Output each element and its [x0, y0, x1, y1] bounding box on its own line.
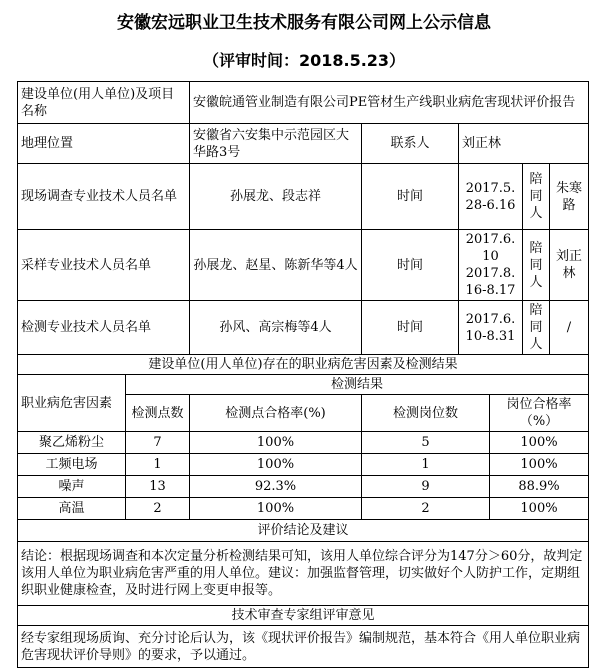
- contact-label: 联系人: [362, 124, 459, 164]
- review-text: 经专家组现场质询、充分讨论后认为，该《现状评价报告》编制规范，基本符合《用人单位职业病危害现状评价导则》的要求，予以通过。: [18, 626, 589, 668]
- testing-accompany-label: 陪同人: [523, 301, 550, 355]
- sampling-staff: 孙展龙、赵星、陈新华等4人: [190, 230, 362, 301]
- factor-name: 工频电场: [18, 454, 126, 476]
- post-rate-value: 100%: [490, 432, 589, 454]
- table-row: [18, 432, 589, 454]
- table-row: [18, 498, 589, 520]
- survey-accompany-label: 陪同人: [523, 164, 550, 230]
- table-row: [18, 454, 589, 476]
- unit-row: [18, 82, 589, 124]
- hazards-section-row: [18, 355, 589, 375]
- factor-header: 职业病危害因素: [18, 375, 126, 432]
- sampling-time-1: 2017.6.10: [465, 232, 516, 264]
- sampling-row: [18, 230, 589, 301]
- points-value: 1: [126, 454, 190, 476]
- point-rate-value: 100%: [190, 454, 362, 476]
- sampling-time-label: 时间: [362, 230, 459, 301]
- column-header: 岗位合格率（%）: [490, 395, 589, 432]
- sampling-accompany: 刘正林: [550, 230, 589, 301]
- testing-time: 2017.6.10-8.31: [459, 301, 523, 355]
- testing-row: [18, 301, 589, 355]
- column-header: 检测岗位数: [362, 395, 490, 432]
- review-title: 技术审查专家组评审意见: [18, 606, 589, 626]
- posts-value: 5: [362, 432, 490, 454]
- testing-label: 检测专业技术人员名单: [18, 301, 190, 355]
- post-rate-value: 88.9%: [490, 476, 589, 498]
- result-header: 检测结果: [126, 375, 589, 395]
- factor-name: 高温: [18, 498, 126, 520]
- contact-value: 刘正林: [459, 124, 589, 164]
- posts-value: 2: [362, 498, 490, 520]
- sampling-time: [459, 230, 523, 301]
- point-rate-value: 92.3%: [190, 476, 362, 498]
- unit-value: 安徽皖通管业制造有限公司PE管材生产线职业病危害现状评价报告: [190, 82, 589, 124]
- review-time: （评审时间：2018.5.23）: [202, 51, 406, 70]
- survey-staff: 孙展龙、段志祥: [190, 164, 362, 230]
- review-row: [18, 626, 589, 668]
- location-label: 地理位置: [18, 124, 190, 164]
- point-rate-value: 100%: [190, 498, 362, 520]
- point-rate-value: 100%: [190, 432, 362, 454]
- location-row: [18, 124, 589, 164]
- factor-name: 噪声: [18, 476, 126, 498]
- location-value: 安徽省六安集中示范园区大华路3号: [190, 124, 362, 164]
- sampling-time-2: 2017.8.16-8.17: [465, 266, 516, 298]
- unit-label: 建设单位(用人单位)及项目名称: [18, 82, 190, 124]
- points-value: 13: [126, 476, 190, 498]
- page-title: 安徽宏远职业卫生技术服务有限公司网上公示信息: [117, 13, 491, 33]
- post-rate-value: 100%: [490, 454, 589, 476]
- posts-value: 1: [362, 454, 490, 476]
- review-title-row: [18, 606, 589, 626]
- survey-accompany: 朱寒路: [550, 164, 589, 230]
- testing-staff: 孙风、高宗梅等4人: [190, 301, 362, 355]
- hazards-section-title: 建设单位(用人单位)存在的职业病危害因素及检测结果: [18, 355, 589, 375]
- table-row: [18, 476, 589, 498]
- posts-value: 9: [362, 476, 490, 498]
- sampling-label: 采样专业技术人员名单: [18, 230, 190, 301]
- factor-name: 聚乙烯粉尘: [18, 432, 126, 454]
- points-value: 2: [126, 498, 190, 520]
- hazards-header-row: [18, 375, 589, 395]
- column-header: 检测点数: [126, 395, 190, 432]
- survey-time-label: 时间: [362, 164, 459, 230]
- post-rate-value: 100%: [490, 498, 589, 520]
- testing-accompany: /: [550, 301, 589, 355]
- points-value: 7: [126, 432, 190, 454]
- survey-label: 现场调查专业技术人员名单: [18, 164, 190, 230]
- conclusion-text: 结论：根据现场调查和本次定量分析检测结果可知，该用人单位综合评分为147分＞60分，故判定该用人单位为职业病危害严重的用人单位。建议：加强监督管理，切实做好个人防护工作，定期组织职业健康检查，及时进行网上变更申报等。: [18, 542, 589, 606]
- testing-time-label: 时间: [362, 301, 459, 355]
- conclusion-title: 评价结论及建议: [18, 520, 589, 542]
- conclusion-title-row: [18, 520, 589, 542]
- survey-row: [18, 164, 589, 230]
- survey-time: 2017.5.28-6.16: [459, 164, 523, 230]
- conclusion-row: [18, 542, 589, 606]
- disclosure-table: [17, 81, 589, 668]
- column-header: 检测点合格率(%): [190, 395, 362, 432]
- sampling-accompany-label: 陪同人: [523, 230, 550, 301]
